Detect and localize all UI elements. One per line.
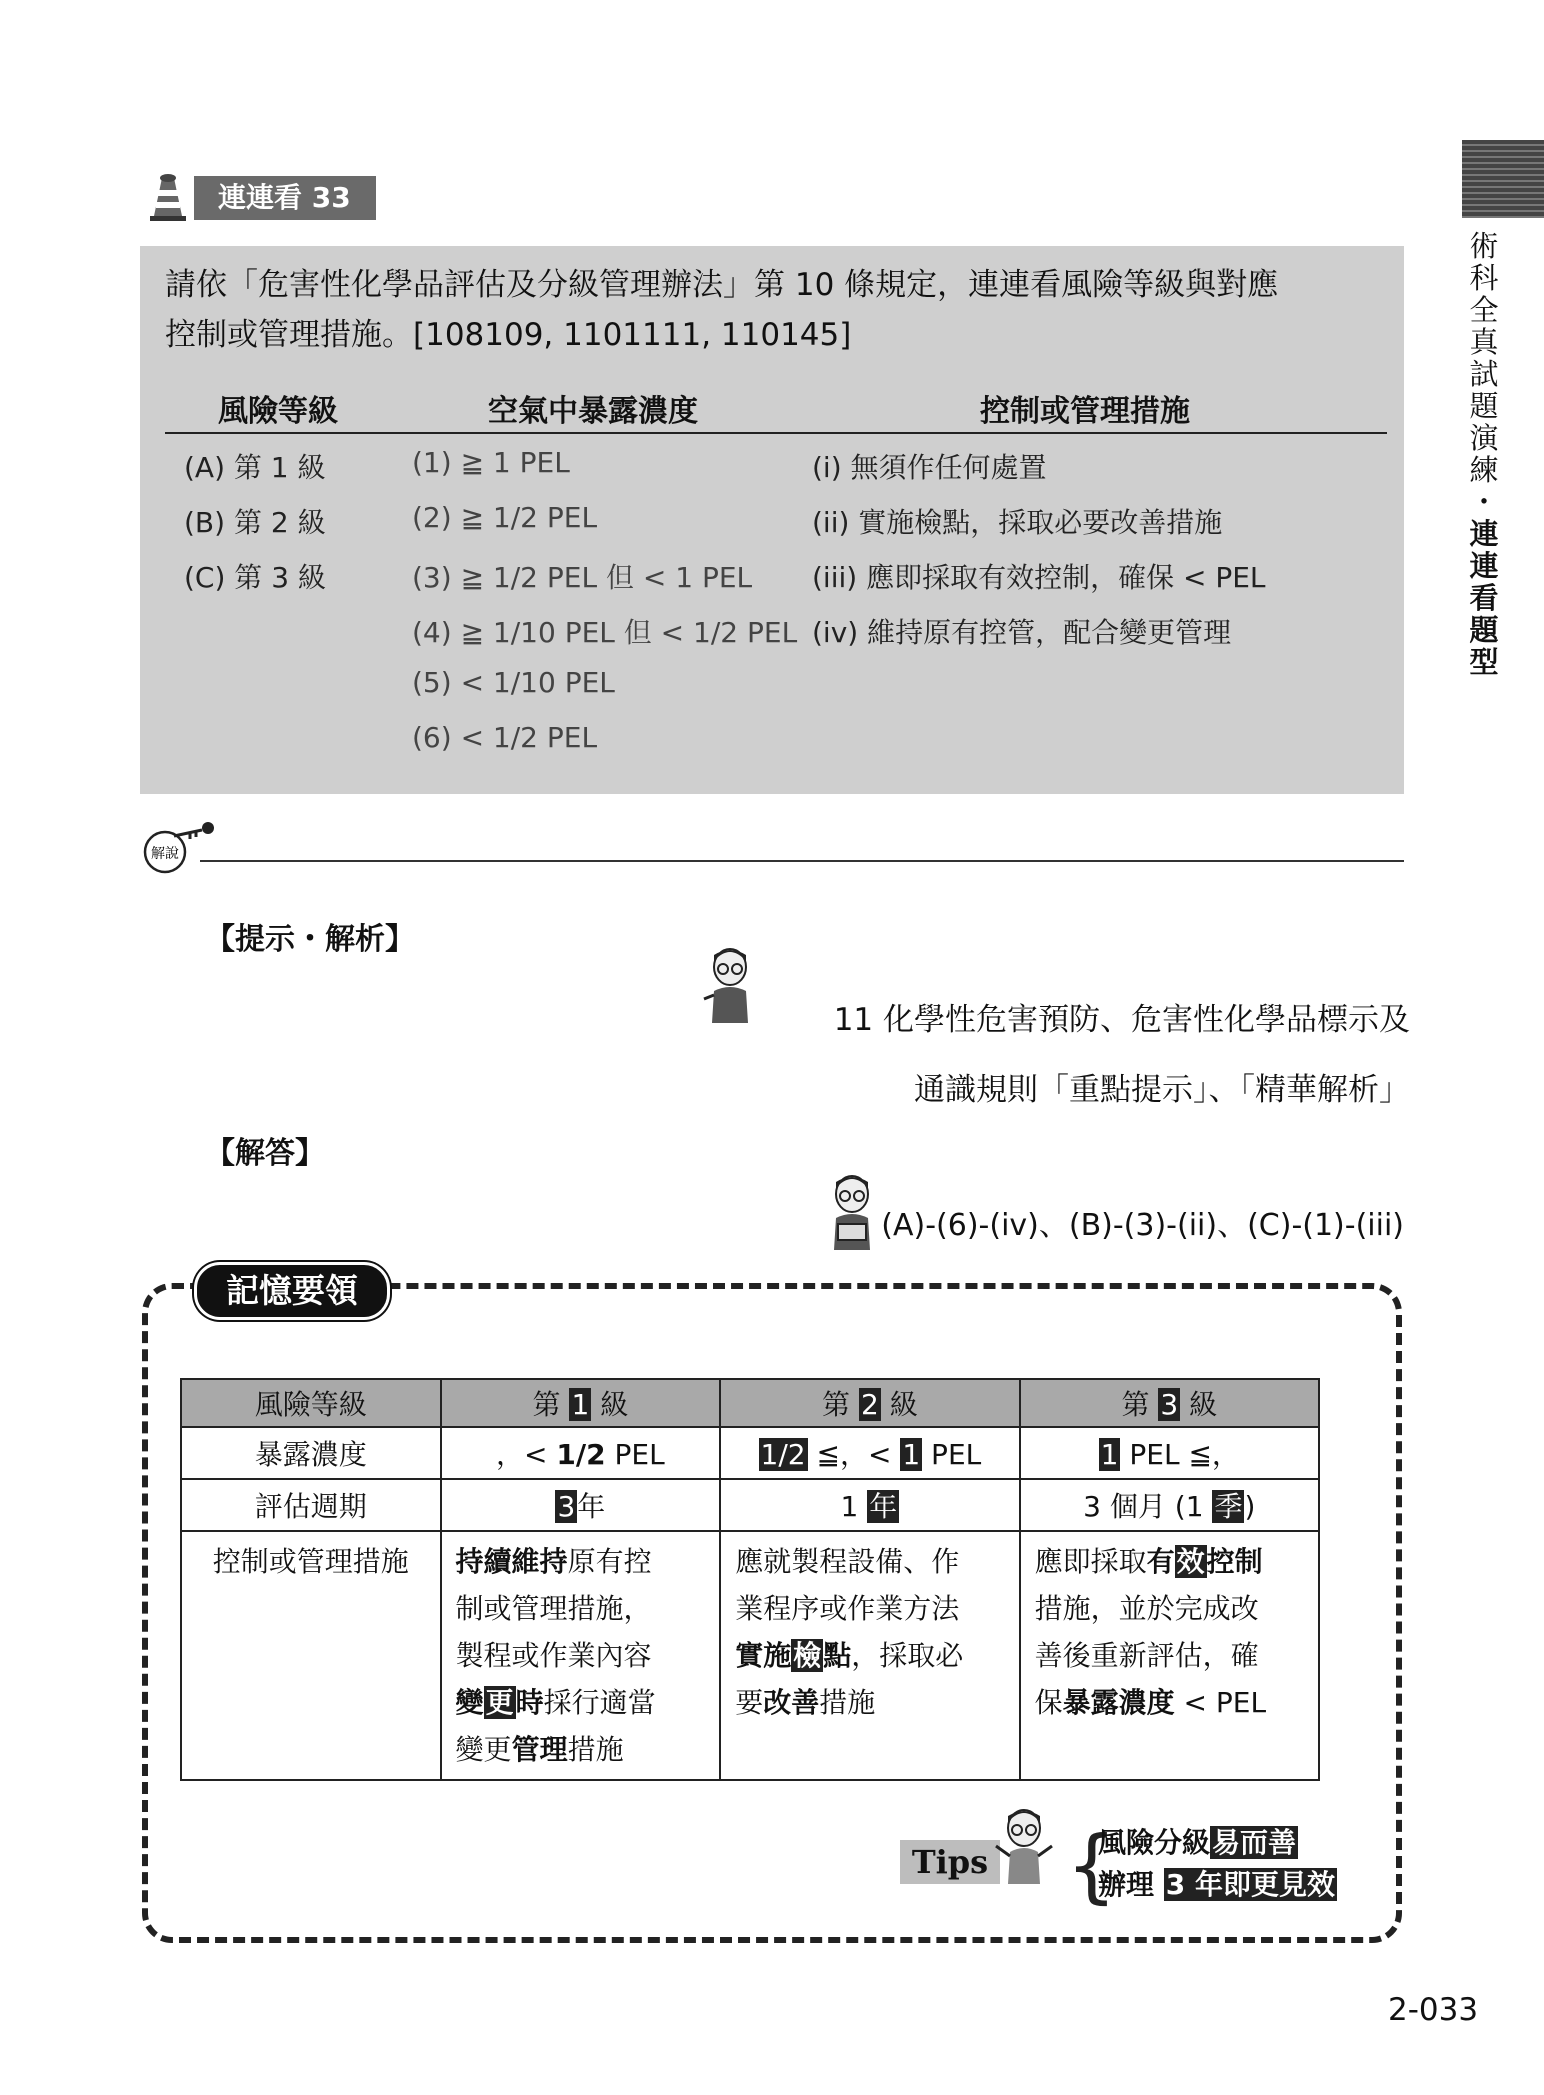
question-text: 請依「危害性化學品評估及分級管理辦法」第 10 條規定，連連看風險等級與對應 控制或管理措施。[108109, 1101111, 110145] [165,267,1279,353]
header-risk-level: 風險等級 [218,394,338,429]
table-row: 評估週期 3年 1 年 3 個月 (1 季) [181,1479,1319,1531]
brace-icon: { [1066,1819,1117,1912]
page-number: 2-033 [1388,1992,1479,2028]
memory-table [180,1378,1320,1781]
tips-label: Tips [900,1840,1000,1884]
table-header-level-2: 第 2 級 [720,1379,1019,1427]
traffic-cone-icon [148,172,188,222]
hint-heading: 【提示・解析】 [205,922,415,957]
measure-item: (ii) 實施檢點，採取必要改善措施 [812,506,1223,539]
answer-heading: 【解答】 [205,1136,325,1171]
header-measures: 控制或管理措施 [980,394,1190,429]
measure-item: (i) 無須作任何處置 [812,451,1047,484]
risk-level-item: (C) 第 3 級 [184,561,326,594]
concentration-item: (1) ≧ 1 PEL [412,446,570,479]
risk-level-item: (A) 第 1 級 [184,451,326,484]
explain-divider [200,860,1404,862]
hint-text: 11 化學性危害預防、危害性化學品標示及 通識規則「重點提示」、「精華解析」 [833,1002,1410,1108]
teacher-shrug-icon [994,1806,1054,1886]
table-row: 暴露濃度 ，< 1/2 PEL 1/2 ≦，< 1 PEL 1 PEL ≦， [181,1427,1319,1479]
explain-icon-label: 解說 [151,846,179,862]
measure-item: (iii) 應即採取有效控制，確保 < PEL [812,561,1266,594]
table-row: 控制或管理措施 持續維持原有控 制或管理措施， 製程或作業內容 變更時採行適當 變更管理措施 應就製程設備、作 業程序或作業方法 實施檢點，採取必 要改善措施 應即採取有效控制 措施，並於完成改 善後重新評估，確 保暴露濃度 < PEL [181,1531,1319,1780]
table-header-level-1: 第 1 級 [441,1379,721,1427]
answer-text: (A)-(6)-(iv)、(B)-(3)-(ii)、(C)-(1)-(iii) [881,1208,1404,1243]
side-tab-bars [1462,140,1544,218]
explain-key-icon [140,818,220,874]
table-header-risk: 風險等級 [181,1379,441,1427]
header-exposure: 空氣中暴露濃度 [488,394,698,429]
side-tab-text: 術 科 全 真 試 題 演 練 ・ 連 連 看 題 型 [1469,229,1499,679]
tips-text: 風險分級易而善 辦理 3 年即更見效 [1098,1826,1335,1901]
concentration-item: (6) < 1/2 PEL [412,721,598,754]
teacher-avatar-icon [700,945,760,1025]
teacher-reading-icon [822,1172,882,1252]
memory-title: 記憶要領 [194,1262,390,1320]
measure-item: (iv) 維持原有控管，配合變更管理 [812,616,1232,649]
concentration-item: (4) ≧ 1/10 PEL 但 < 1/2 PEL [412,616,798,649]
risk-level-item: (B) 第 2 級 [184,506,326,539]
concentration-item: (3) ≧ 1/2 PEL 但 < 1 PEL [412,561,753,594]
concentration-item: (5) < 1/10 PEL [412,666,615,699]
header-divider [165,432,1387,434]
section-title: 連連看 33 [194,176,376,220]
table-header-level-3: 第 3 級 [1020,1379,1319,1427]
concentration-item: (2) ≧ 1/2 PEL [412,501,598,534]
